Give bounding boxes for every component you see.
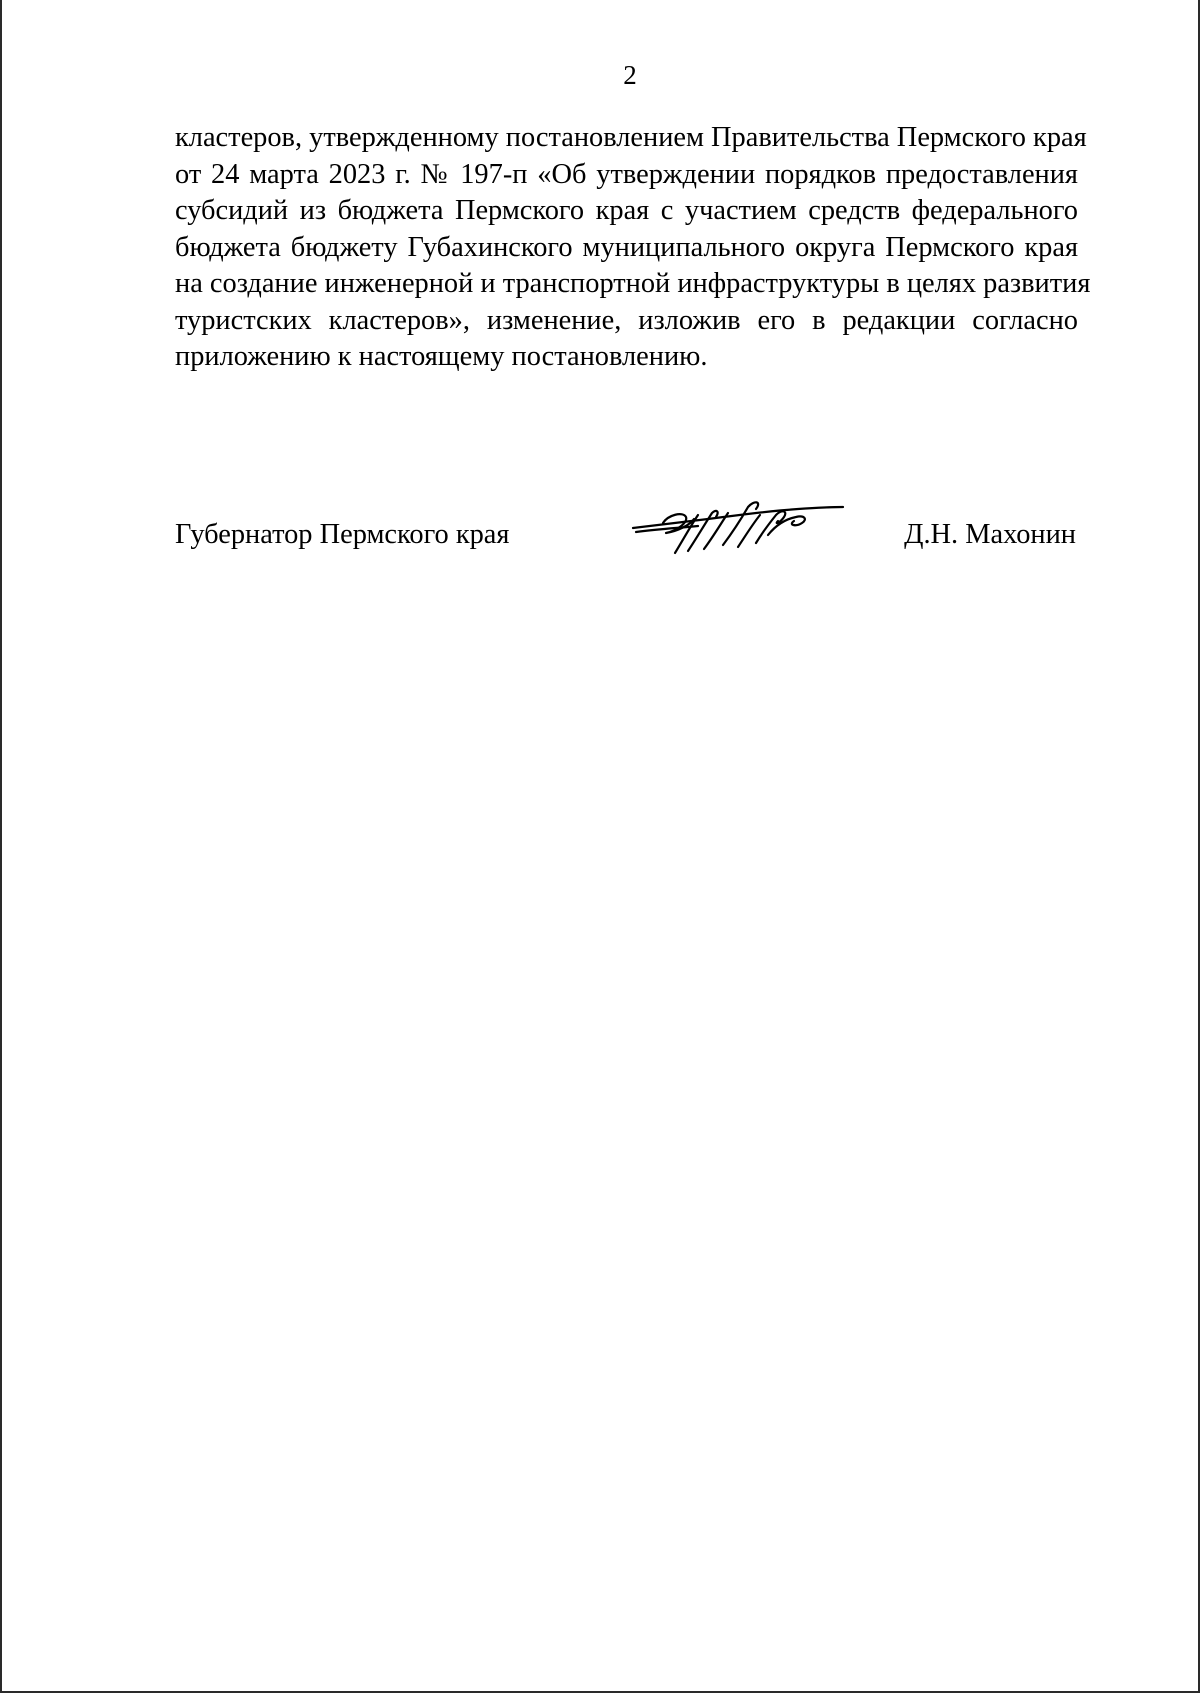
handwritten-signature (628, 495, 848, 560)
paragraph-line-4: бюджета бюджету Губахинского муниципального округа Пермского края (175, 231, 1078, 263)
paragraph-line-5: на создание инженерной и транспортной инфраструктуры в целях развития (175, 268, 1091, 299)
paragraph-line-6: туристских кластеров», изменение, изложив его в редакции согласно (175, 304, 1078, 336)
scan-edge-left (0, 0, 2, 1693)
paragraph-line-2: от 24 марта 2023 г. № 197-п «Об утверждении порядков предоставления (175, 158, 1078, 190)
paragraph-line-1: кластеров, утвержденному постановлением Правительства Пермского края (175, 122, 1087, 153)
body-paragraph (175, 120, 1091, 376)
signatory-title: Губернатор Пермского края (175, 519, 510, 550)
signatory-name: Д.Н. Махонин (904, 519, 1076, 550)
paragraph-line-3: субсидий из бюджета Пермского края с участием средств федерального (175, 195, 1078, 226)
paragraph-line-7: приложению к настоящему постановлению. (175, 341, 708, 372)
page-number: 2 (623, 60, 637, 90)
